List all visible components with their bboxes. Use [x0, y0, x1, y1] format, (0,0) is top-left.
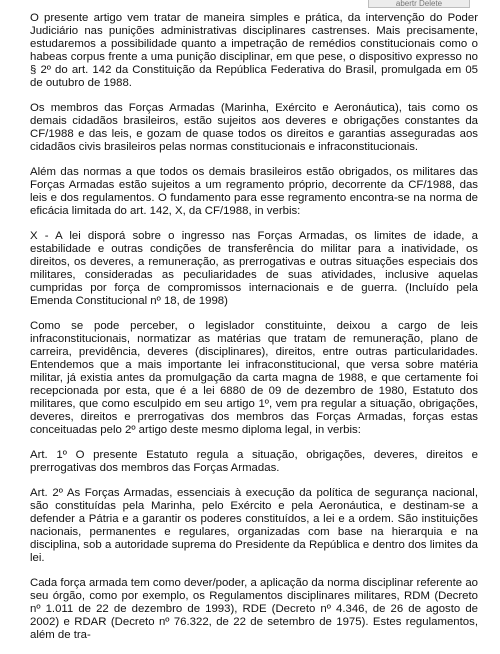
paragraph-legislator: Como se pode perceber, o legislador constituinte, deixou a cargo de leis infraconstitucionais, normatizar as matérias que tratam de remuneração, plano de carreira, previdência, deveres (disciplinares), direitos, entre outras particularidades. Entendemos que a mais importante lei infraconstitucional, que versa sobre matéria militar, já existia antes da promulgação da carta magna de 1988, e que certamente foi recepcionada por esta, que é a lei 6880 de 09 de dezembro de 1980, Estatuto dos militares, que como esculpido em seu artigo 1º, vem pra regular a situação, obrigações, deveres, direitos e prerrogativas dos membros das Forças Armadas, forças estas conceituadas pelo 2º artigo deste mesmo diploma legal, in verbis: — [30, 320, 478, 436]
quote-art-1: Art. 1º O presente Estatuto regula a situação, obrigações, deveres, direitos e prerrogativas dos membros das Forças Armadas. — [30, 449, 478, 474]
document-body — [30, 12, 478, 654]
quote-art-142-x: X - A lei disporá sobre o ingresso nas Forças Armadas, os limites de idade, a estabilidade e outras condições de transferência do militar para a inatividade, os direitos, os deveres, a remuneração, as prerrogativas e outras situações especiais dos militares, consideradas as peculiaridades de suas atividades, inclusive aquelas cumpridas por força de compromissos internacionais e de guerra. (Incluído pela Emenda Constitucional nº 18, de 1998) — [30, 230, 478, 307]
top-edit-bar: abertr Delete — [368, 0, 470, 8]
paragraph-intro: O presente artigo vem tratar de maneira simples e prática, da intervenção do Poder Judiciário nas punições administrativas disciplinares castrenses. Mais precisamente, estudaremos a possibilidade quanto a impetração de remédios constitucionais como o habeas corpus frente a uma punição disciplinar, em que pese, o dispositivo expresso no § 2º do art. 142 da Constituição da República Federativa do Brasil, promulgada em 05 de outubro de 1988. — [30, 12, 478, 89]
quote-art-2: Art. 2º As Forças Armadas, essenciais à execução da política de segurança nacional, são constituídas pela Marinha, pelo Exército e pela Aeronáutica, e destinam-se a defender a Pátria e a garantir os poderes constituídos, a lei e a ordem. São instituições nacionais, permanentes e regulares, organizadas com base na hierarquia e na disciplina, sob a autoridade suprema do Presidente da República e dentro dos limites da lei. — [30, 487, 478, 564]
paragraph-own-regulation: Além das normas a que todos os demais brasileiros estão obrigados, os militares das Forças Armadas estão sujeitos a um regramento próprio, decorrente da CF/1988, das leis e dos regulamentos. O fundamento para esse regramento encontra-se na norma de eficácia limitada do art. 142, X, da CF/1988, in verbis: — [30, 166, 478, 217]
paragraph-disciplinary-regulations: Cada força armada tem como dever/poder, a aplicação da norma disciplinar referente ao seu órgão, como por exemplo, os Regulamentos disciplinares militares, RDM (Decreto nº 1.011 de 22 de dezembro de 1993), RDE (Decreto nº 4.346, de 26 de agosto de 2002) e RDAR (Decreto nº 76.322, de 22 de setembro de 1975). Estes regulamentos, além de tra- — [30, 577, 478, 641]
paragraph-armed-forces-members: Os membros das Forças Armadas (Marinha, Exército e Aeronáutica), tais como os demais cidadãos brasileiros, estão sujeitos aos deveres e obrigações constantes da CF/1988 e das leis, e gozam de quase todos os direitos e garantias asseguradas aos cidadãos civis brasileiros pelas normas constitucionais e infraconstitucionais. — [30, 102, 478, 153]
